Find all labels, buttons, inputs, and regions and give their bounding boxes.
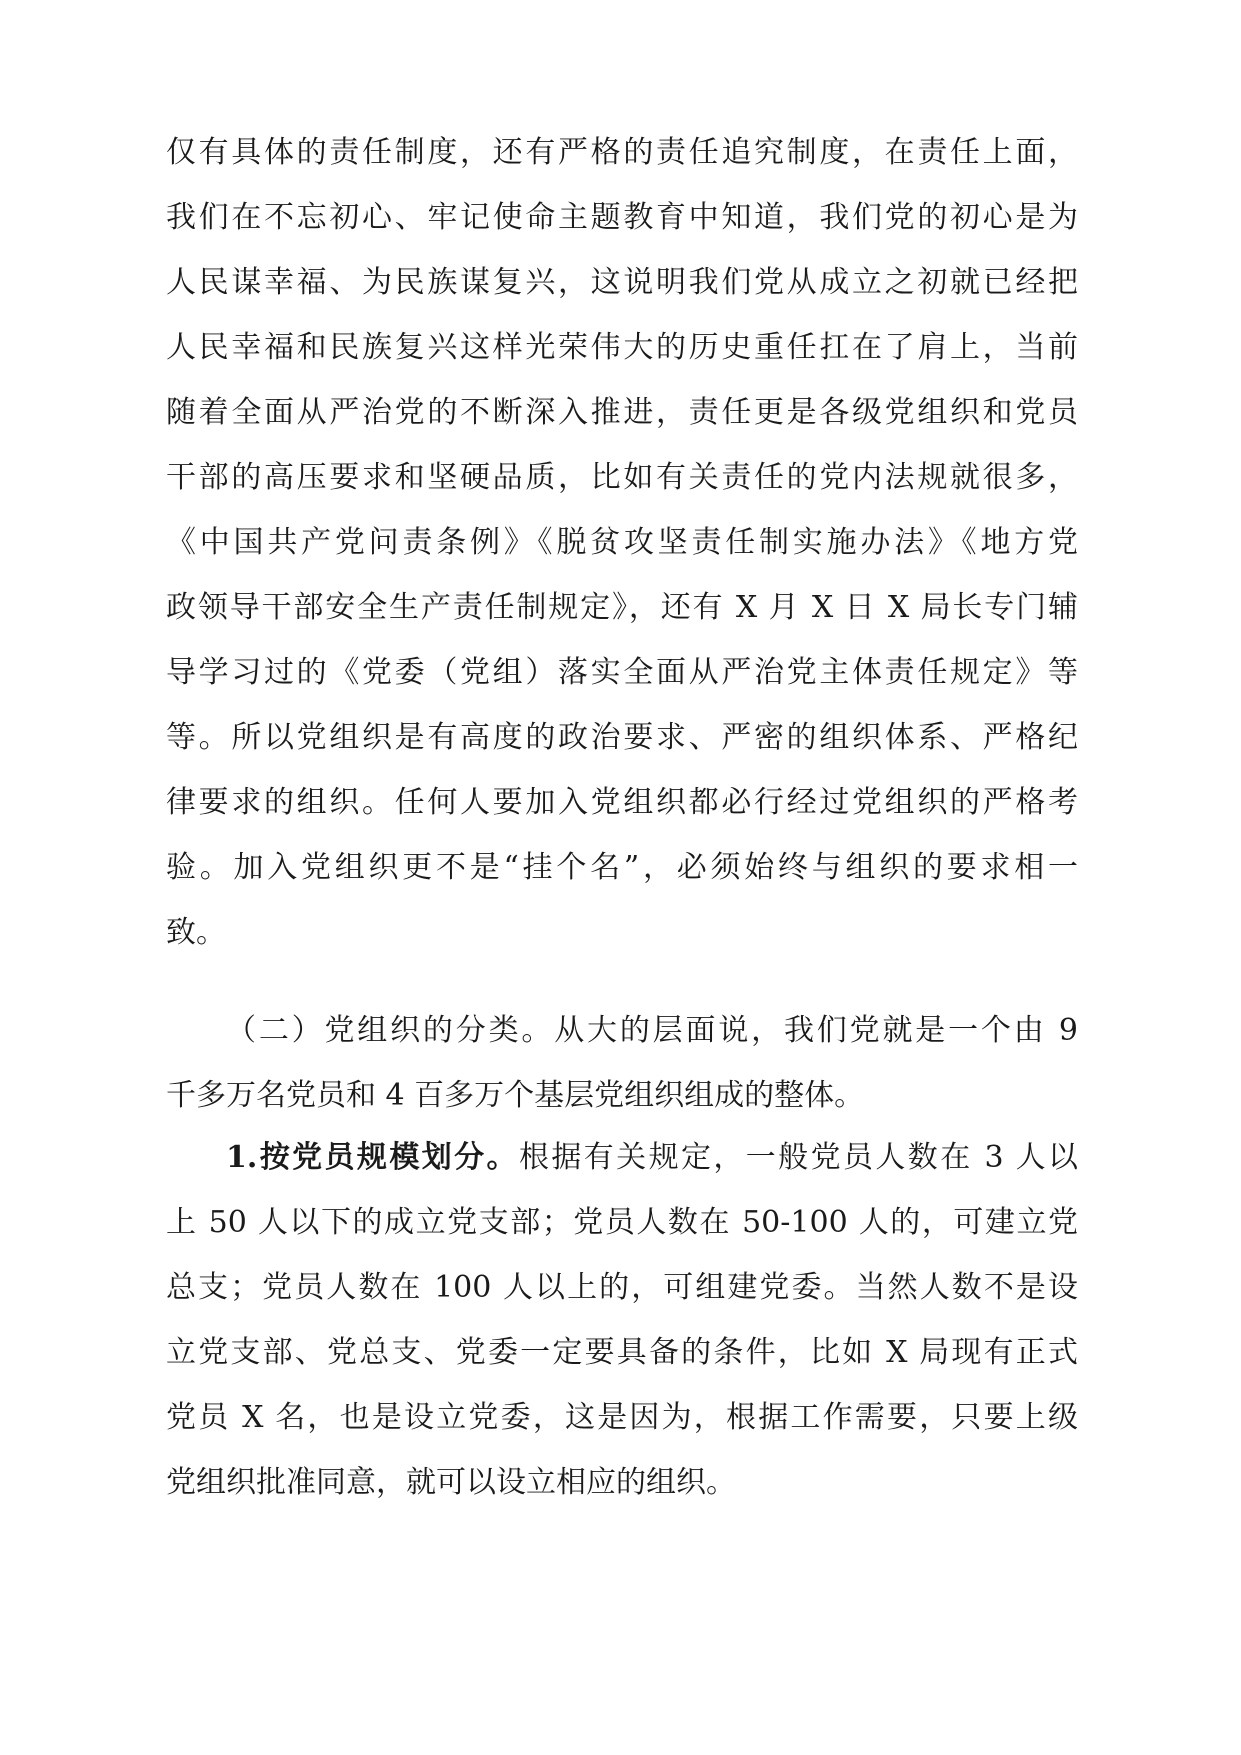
text-line: 律要求的组织。任何人要加入党组织都必行经过党组织的严格考 — [166, 785, 1078, 820]
text-line: （二）党组织的分类。从大的层面说，我们党就是一个由 9 — [226, 1013, 1078, 1048]
paragraph-party-organization-classification — [166, 998, 1078, 1128]
text-line: 我们在不忘初心、牢记使命主题教育中知道，我们党的初心是为 — [166, 200, 1078, 235]
text-line: 验。加入党组织更不是“挂个名”，必须始终与组织的要求相一 — [166, 850, 1078, 885]
text-line — [166, 1125, 1078, 1190]
text-line: 等。所以党组织是有高度的政治要求、严密的组织体系、严格纪 — [166, 720, 1078, 755]
text-line: 政领导干部安全生产责任制规定》，还有 X 月 X 日 X 局长专门辅 — [166, 590, 1078, 625]
text-line: 千多万名党员和 4 百多万个基层党组织组成的整体。 — [166, 1078, 865, 1113]
paragraph-classification-by-member-scale — [166, 1125, 1078, 1515]
text-line: 仅有具体的责任制度，还有严格的责任追究制度，在责任上面， — [166, 135, 1078, 170]
text-line: 党组织批准同意，就可以设立相应的组织。 — [166, 1465, 736, 1500]
text-line: 导学习过的《党委（党组）落实全面从严治党主体责任规定》等 — [166, 655, 1078, 690]
paragraph-responsibility — [166, 120, 1078, 965]
text-line: 人民谋幸福、为民族谋复兴，这说明我们党从成立之初就已经把 — [166, 265, 1078, 300]
text-line: 人民幸福和民族复兴这样光荣伟大的历史重任扛在了肩上，当前 — [166, 330, 1078, 365]
text-line-rest: 根据有关规定，一般党员人数在 3 人以 — [518, 1140, 1078, 1175]
text-line: 立党支部、党总支、党委一定要具备的条件，比如 X 局现有正式 — [166, 1335, 1078, 1370]
text-line: 总支；党员人数在 100 人以上的，可组建党委。当然人数不是设 — [166, 1270, 1078, 1305]
text-line: 《中国共产党问责条例》《脱贫攻坚责任制实施办法》《地方党 — [166, 525, 1078, 560]
section-heading: 1.按党员规模划分。 — [226, 1140, 519, 1175]
text-line: 上 50 人以下的成立党支部；党员人数在 50-100 人的，可建立党 — [166, 1205, 1078, 1240]
text-line: 党员 X 名，也是设立党委，这是因为，根据工作需要，只要上级 — [166, 1400, 1078, 1435]
text-line: 致。 — [166, 915, 226, 950]
text-line: 随着全面从严治党的不断深入推进，责任更是各级党组织和党员 — [166, 395, 1078, 430]
text-line: 干部的高压要求和坚硬品质，比如有关责任的党内法规就很多， — [166, 460, 1078, 495]
